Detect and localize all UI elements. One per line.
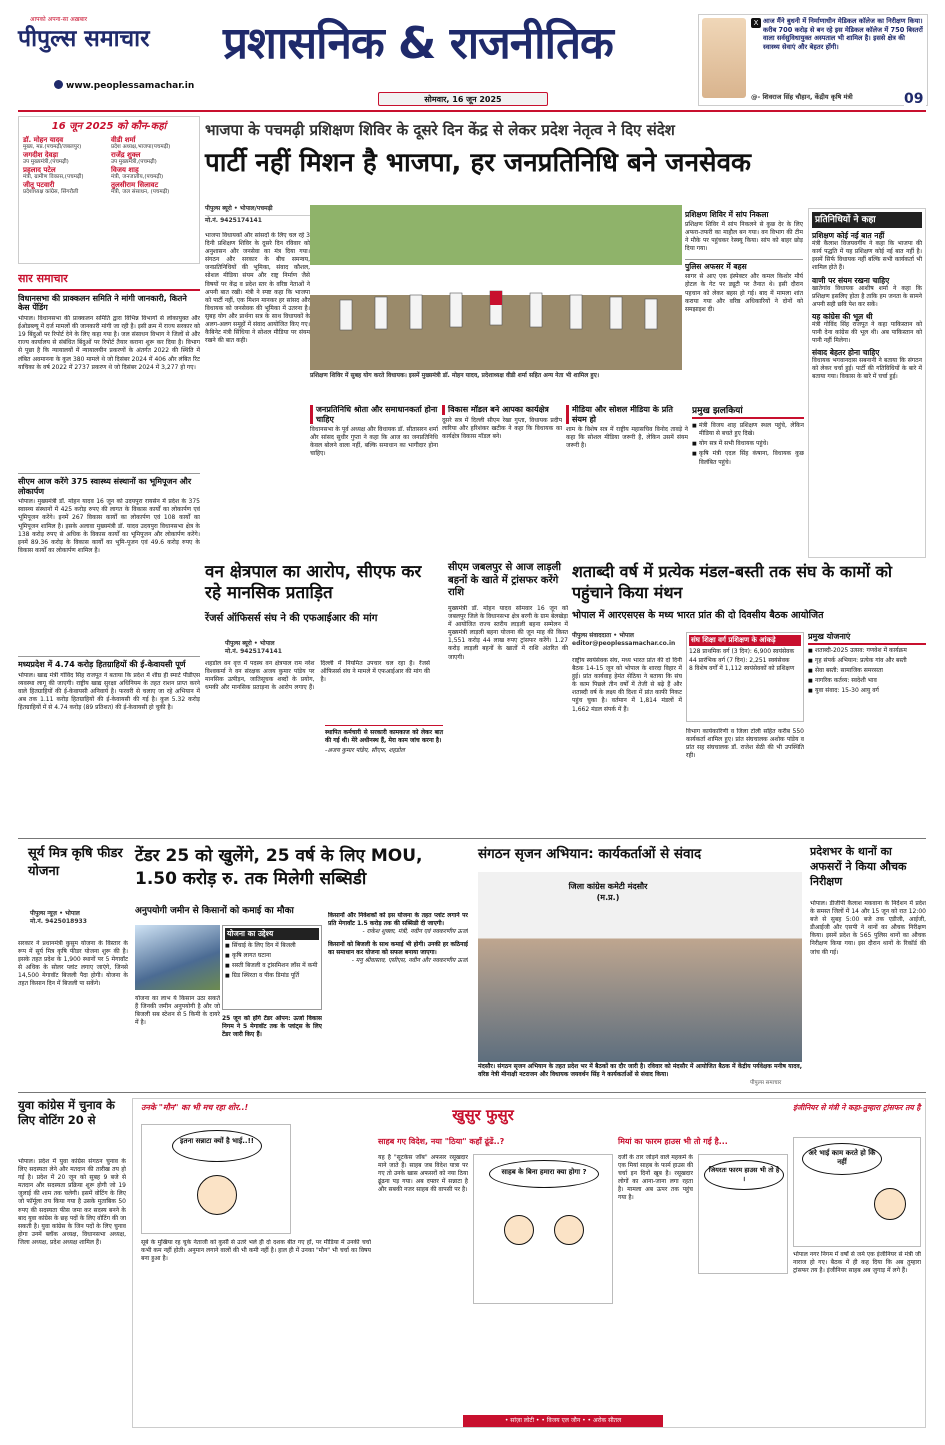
mid-story-1: जनप्रतिनिधि श्रोता और समाधानकर्ता होना चाहिए विधानसभा के पूर्व अध्यक्ष और विधायक डॉ. सीतासरन शर्मा और सांसद सुधीर गुप्ता ने कहा कि आज का जनप्रतिनिधि केवल बोलने वाला नहीं, बल्कि समाधान का भागीदार होना चाहिए। — [310, 405, 438, 458]
quote-box — [698, 14, 928, 106]
people-grid — [23, 137, 195, 196]
section-title: प्रशासनिक & राजनीतिक — [223, 18, 613, 69]
sangathan-photo — [478, 872, 802, 1062]
piece3-head: मियां का फारम हाउस भी तो गई है... — [618, 1137, 728, 1146]
piece1-head: उनके "मौन" का भी मच रहा शोर..! — [141, 1103, 249, 1112]
khusur-footer: • सांज़ा लोटी • • विजय एल जौन • • अरोक सीतल — [463, 1415, 663, 1427]
cartoon-face-4 — [874, 1188, 906, 1220]
tender-note: 25 जून को होंगे टेंडर ओपन: ऊर्जा विकास निगम ने 5 मेगावॉट तक के प्लांट्स के लिए टेंडर जारी किए हैं। — [222, 1015, 322, 1039]
tender-body: योजना का लाभ ये किसान उठा सकते हैं जिनकी जमीन अनुपयोगी है और जो बिजली सब स्टेशन से 5 किमी के दायरे में है। — [135, 995, 220, 1027]
section-divider — [18, 838, 926, 839]
saar-head-1[interactable]: विधानसभा की प्राक्कलन समिति ने मांगी जानकारी, कितने केस पेंडिंग — [18, 293, 187, 313]
rss-byline: पीपुल्स संवाददाता • भोपाल editor@peoplessamachar.co.in — [572, 632, 676, 648]
quote-author: @- शिवराज सिंह चौहान, केंद्रीय कृषि मंत्री — [751, 93, 853, 101]
website[interactable]: www.peoplessamachar.in — [54, 80, 194, 92]
khusur-title: खुसुर फुसुर — [452, 1106, 514, 1124]
cartoon-2 — [473, 1154, 613, 1304]
congress-banner: जिला कांग्रेस कमेटी मंदसौर (म.प्र.) — [568, 882, 648, 902]
speech-bubble: साहब के बिना हमारा क्या होगा ? — [489, 1160, 599, 1188]
saar-head-2[interactable]: सीएम आज करेंगे 375 स्वास्थ्य संस्थानों का भूमिपूजन और लोकार्पण — [18, 473, 200, 496]
rss-yojana: प्रमुख योजनाएं ■ शताब्दी-2025 उत्सव: गणवेश में कार्यक्रम ■ गृह संपर्क अभियान: प्रत्येक गांव और बस्ती ■ सेवा बस्ती: सामाजिक समरसता ■ नागरिक कर्तव्य: स्वदेशी भाव ■ युवा संवाद: 15-30 आयु वर्ग — [808, 632, 926, 832]
cartoon-4 — [793, 1137, 921, 1247]
yoga-caption: प्रशिक्षण शिविर में सुबह योग करते विधायक। इसमें मुख्यमंत्री डॉ. मोहन यादव, प्रदेशाध्यक्ष वीडी शर्मा सहित अन्य नेता भी शामिल हुए। — [310, 372, 600, 379]
header-rule — [18, 110, 926, 112]
cartoon-1 — [141, 1124, 291, 1234]
youth-headline[interactable]: युवा कांग्रेस में चुनाव के लिए वोटिंग 20 से — [18, 1098, 115, 1127]
cartoon-face-2 — [504, 1215, 534, 1245]
saar-samachar — [18, 270, 200, 830]
forest-body: शहडोल वन वृत्त में पदस्थ वन क्षेत्रपाल राम नरेश विश्वकर्मा ने वन संरक्षक अजय कुमार पांडेय पर मानसिक उत्पीड़न, जातिसूचक शब्दों के प्रयोग, धमकी और मानसिक प्रताड़ना के आरोप लगाए हैं। दिल्ली में नियमित उपचार चल रहा है। रेंजर्स ऑफिसर्स संघ ने मामले में एफआईआर की मांग की है। — [205, 660, 430, 692]
saar-body-3: भोपाल। खाद्य मंत्री गोविंद सिंह राजपूत ने बताया कि प्रदेश में शीघ्र ही स्मार्ट पीडीएस व्यवस्था लागू की जाएगी। राष्ट्रीय खाद्य सुरक्षा अधिनियम के तहत राशन प्राप्त करने वाले हितग्राहियों की ई-केवायसी अनिवार्य है। फरवरी से चलाए जा रहे अभियान में अब तक 1.11 करोड़ हितग्राहियों की ई-केवायसी की गई है। कुल 5.32 करोड़ हितग्राहियों में से 4.74 करोड़ (89 प्रतिशत) की ई-केवायसी हो चुकी है। — [18, 671, 200, 712]
khusur-fusur — [132, 1098, 926, 1428]
speech-bubble: इतना सन्नाटा क्यों है भाई..!! — [172, 1130, 262, 1162]
x-icon: X — [751, 18, 761, 28]
mid-story-2: विकास मॉडल बने आपका कार्यक्षेत्र दूसरे सत्र में दिल्ली सीएम रेखा गुप्ता, विधायक प्रदीप लारिया और हरिशंकर खटीक ने कहा कि विधायक का कार्यक्षेत्र विकास मॉडल बने। — [442, 405, 562, 440]
main-byline: पीपुल्स ब्यूरो • भोपाल/पचमढ़ी मो.नं. 9425174141 — [205, 205, 315, 225]
ladli-headline[interactable]: सीएम जबलपुर से आज लाड़ली बहनों के खाते में ट्रांसफर करेंगे राशि — [448, 562, 561, 598]
mid-story-3: मीडिया और सोशल मीडिया के प्रति संयम हो शाम के विशेष सत्र में राष्ट्रीय महासचिव विनोद तावड़े ने कहा कि सोशल मीडिया जरूरी है, लेकिन उसमें संयम जरूरी है। — [566, 405, 688, 450]
rss-sub: भोपाल में आरएसएस के मध्य भारत प्रांत की दो दिवसीय बैठक आयोजित — [572, 610, 824, 621]
main-body: भाजपा विधायकों और सांसदों के लिए चल रहे 3 दिनी प्रशिक्षण शिविर के दूसरे दिन रविवार को अनुशासन और जनसेवा का मंत्र दिया गया। संगठन और सरकार के बीच समन्वय, जनप्रतिनिधियों की भूमिका, संवाद कौशल, सोशल मीडिया संयम और राष्ट्र निर्माण जैसे विषयों पर केंद्र व प्रदेश स्तर के वरिष्ठ नेताओं ने अपनी बात रखी। मंत्री ने स्पष्ट कहा कि भाजपा को पार्टी नहीं, एक मिशन मानकर हर सांसद और विधायक को जनसेवक की भूमिका में उतरना है। सुबह योग और प्रार्थना सत्र के साथ विधायकों के अलग-अलग समूहों में संवाद आयोजित किए गए। कैबिनेट मंत्री सिंधिया ने सोशल मीडिया पर संयम रखने की बात कही। — [205, 232, 310, 345]
police-body: भोपाल। डीजीपी कैलाश मकवाना के निर्देशन में प्रदेश के समस्त जिलों में 14 और 15 जून को रात 12:00 बजे से सुबह 5:00 बजे तक एडीजी, आईजी, डीआईजी और एसपी ने थानों का औचक निरीक्षण किया। इसमें प्रदेश के 565 पुलिस थानों का औचक निरीक्षण किया गया। इस दौरान थानों के रिकॉर्ड की जांच की गई। — [810, 900, 926, 956]
section-divider-2 — [18, 1092, 926, 1093]
saar-head-3[interactable]: मध्यप्रदेश में 4.74 करोड़ हितग्राहियों की ई-केवायसी पूर्ण — [18, 656, 200, 670]
person: राजेंद्र शुक्ल उप मुख्यमंत्री,(पचमढ़ी) — [111, 150, 157, 166]
person: प्रहलाद पटेल मंत्री, ग्रामीण विकास,(पचमढ़ी) — [23, 165, 84, 181]
person: जगदीश देवड़ा उप मुख्यमंत्री,(पचमढ़ी) — [23, 150, 69, 166]
surya-headline[interactable]: सूर्य मित्र कृषि फीडर योजना — [28, 846, 123, 880]
saar-body-1: भोपाल। विधानसभा की प्राक्कलन समिति द्वारा विभिन्न विभागों से लोकायुक्त और ईओडब्ल्यू में दर्ज मामलों की जानकारी मांगी जा रही है। इसी क्रम में राज्य सरकार को 19 बिंदुओं पर रिपोर्ट देने के लिए कहा गया है। जल संसाधन विभाग ने जिलों से और राज्य कार्यालय से संबंधित बिंदुओं पर रिपोर्ट तैयार कराना शुरू कर दिया है। विभाग से पूछा है कि न्यायालयों में न्यायालयीन प्रकरणों के अंतर्गत 2022 की स्थिति में लंबित अवमानना के कुल 380 मामले थे जो दिसंबर 2024 में 406 और लंबित रिट याचिका के वर्ष 2022 में 2737 प्रकरण थे जो दिसंबर 2024 में 3,277 हो गए। — [18, 315, 200, 371]
person: तुलसीराम सिलावट मंत्री, जल संसाधन, (पचमढ़ी) — [111, 180, 170, 196]
person: डॉ. मोहन यादव मुख्य, मप्र.(पचमढ़ी/जबलपुर) — [23, 135, 82, 151]
police-headline[interactable]: प्रदेशभर के थानों का अफसरों ने किया औचक निरीक्षण — [810, 845, 907, 888]
youth-body: भोपाल। प्रदेश में युवा कांग्रेस संगठन चुनाव के लिए सदस्यता लेने और मतदान की तारीख तय हो गई है। प्रदेश में 20 जून को सुबह 9 बजे से मतदान और सदस्यता प्रक्रिया शुरू होगी जो 19 जुलाई की शाम तक चलेगी। इसमें वोटिंग के लिए जो फॉर्मूला तय किया गया है उसके मुताबिक 50 रुपए की सदस्यता फीस जमा कर सदस्य बनने के बाद युवा कांग्रेस के छह पदों के लिए वोटिंग की जा सकती है। युवा कांग्रेस के जिन पदों के लिए चुनाव होगा उनमें ब्लॉक अध्यक्ष, विधानसभा अध्यक्ष, जिला अध्यक्ष, प्रदेश अध्यक्ष शामिल हैं। — [18, 1158, 126, 1246]
rss-body2: विभाग कार्यकारिणी व जिला टोली सहित करीब 550 कार्यकर्ता शामिल हुए। प्रांत संघचालक अशोक पांडेय व प्रांत सह संघचालक डॉ. राजेश सेठी की भी उपस्थिति रही। — [686, 728, 804, 760]
rep-title: प्रतिनिधियों ने कहा — [812, 212, 922, 228]
highlights: प्रमुख झलकियां ■ मंत्री विजय शाह प्रशिक्षण स्थल पहुंचे, लेकिन मीडिया से बचते हुए दिखे। ■ योग सत्र में सभी विधायक पहुंचे। ■ कृषि मंत्री एदल सिंह कंषाना, विधायक कुछ विलंबित पहुंचे। — [692, 405, 804, 555]
rss-headline[interactable]: शताब्दी वर्ष में प्रत्येक मंडल-बस्ती तक संघ के कामों को पहुंचाने किया मंथन — [572, 562, 893, 602]
tagline: आपको अपना-सा अख़बार — [30, 16, 88, 23]
brand-logo[interactable]: पीपुल्स समाचार — [18, 26, 150, 52]
avatar — [702, 18, 746, 98]
saar-body-2: भोपाल। मुख्यमंत्री डॉ. मोहन यादव 16 जून को उदयपुरा रायसेन में प्रदेश के 375 स्वास्थ्य संस्थानों में 425 करोड़ रुपए की लागत के विकास कार्यों का लोकार्पण एवं भूमिपूजन करेंगे। इनमें 267 विकास कार्यों का लोकार्पण एवं 108 कार्यों का भूमिपूजन शामिल है। इसके अलावा मुख्यमंत्री डॉ. यादव उदयपुरा विधानसभा क्षेत्र के 138 करोड़ रुपए से अधिक के विकास कार्यों का भूमिपूजन और लोकार्पण करेंगे। इनमें 89.36 करोड़ के विकास कार्यों का भूमि-पूजन एवं 49.6 करोड़ रुपए के विकास कार्यों का लोकार्पण शामिल है। — [18, 498, 200, 554]
yoga-side: प्रशिक्षण शिविर में सांप निकला प्रशिक्षण शिविर में सांप निकलने से कुछ देर के लिए अफरा-तफरी का माहौल बन गया। वन विभाग की टीम ने मौके पर पहुंचकर रेस्क्यू किया। सांप को बाहर छोड़ दिया गया। पुलिस अफसर में बहस सागर से आए एक इंस्पेक्टर और कमल किशोर मौर्य होटल के गेट पर ड्यूटी पर तैनात थे। इसी दौरान पहचान को लेकर बहस हो गई। बाद में मामला शांत कराया गया और वरिष्ठ अधिकारियों ने दोनों को समझाइश दी। — [685, 210, 803, 313]
date-badge: सोमवार, 16 जून 2025 — [378, 92, 548, 106]
piece2-body: यह है "सूटकेस जॉब" अफसर रसूखदार माने जाते हैं। साहब जब विदेश यात्रा पर गए तो उनके खास अफसरों को नया ठिया ढूंढना पड़ गया। अब दफ्तर में सन्नाटा है और सबकी नजर साहब की वापसी पर है। — [378, 1154, 468, 1194]
person: जीतू पटवारी प्रदेशाध्यक्ष कांग्रेस, सिंगरौली — [23, 180, 79, 196]
person: विजय शाह मंत्री, जनजातीय,(पचमढ़ी) — [111, 165, 164, 181]
tender-goals: योजना का उद्देश्य ■ सिंचाई के लिए दिन में बिजली ■ कृषि लागत घटाना ■ सस्ती बिजली व ट्रांसमिशन लॉस में कमी ■ ग्रिड स्थिरता व पीक डिमांड पूर्ति — [222, 925, 322, 1010]
saar-title: सार समाचार — [18, 270, 200, 291]
representatives-column: प्रतिनिधियों ने कहा प्रशिक्षण कोई नई बात नहीं मंत्री कैलाश विजयवर्गीय ने कहा कि भाजपा की कार्य पद्धति में यह प्रशिक्षण कोई नई बात नहीं है। इसमें सिर्फ विधायक नहीं बल्कि सभी कार्यकर्ता भी शामिल होते हैं। वाणी पर संयम रखना चाहिए खातेगांव विधायक आशीष शर्मा ने कहा कि प्रशिक्षण इसलिए होता है ताकि हम जनता के सामने अपनी सही छवि पेश कर सकें। यह कांग्रेस की भूल थी मंत्री गोविंद सिंह राजपूत ने कहा पाकिस्तान को पानी देना कांग्रेस की भूल थी। अब पाकिस्तान को पानी नहीं मिलेगा। संवाद बेहतर होना चाहिए विधायक भगवानदास सबनानी ने बताया कि संगठन को लेकर चर्चा हुई। पार्टी की गतिविधियों के बारे में बताया गया। विकास के बारे में चर्चा हुई। — [808, 208, 926, 558]
masthead — [18, 14, 688, 104]
person: वीडी शर्मा प्रदेश अध्यक्ष,भाजपा(पचमढ़ी) — [111, 135, 171, 151]
rss-body: राष्ट्रीय स्वयंसेवक संघ, मध्य भारत प्रांत की दो दिनी बैठक 14-15 जून को भोपाल के शारदा विहार में हुई। प्रांत कार्यवाह हेमंत सेठिया ने बताया कि संघ के काम पिछले तीन वर्षों में तेजी से बढ़े हैं और शताब्दी वर्ष के लक्ष्य की दिशा में प्रांत काफी निकट पहुंच चुका है। वर्तमान में 1,814 मंडलों में 1,662 मंडल संपर्क में हैं। — [572, 657, 682, 713]
main-headline[interactable]: पार्टी नहीं मिशन है भाजपा, हर जनप्रतिनिधि बने जनसेवक — [205, 148, 752, 178]
tender-headline[interactable]: टेंडर 25 को खुलेंगे, 25 वर्ष के लिए MOU, 1.50 करोड़ रु. तक मिलेगी सब्सिडी — [135, 846, 423, 889]
sangathan-caption: मंदसौर। संगठन सृजन अभियान के तहत प्रदेश भर में बैठकों का दौर जारी है। रविवार को मंदसौर में आयोजित बैठक में केंद्रीय पर्यवेक्षक मनीष यादव, वरिष्ठ नेत्री मीनाक्षी नटराजन और विधायक जयवर्धन सिंह ने कार्यकर्ताओं से संवाद किया। — [478, 1063, 802, 1079]
forest-sub: रेंजर्स ऑफिसर्स संघ ने की एफआईआर की मांग — [205, 613, 378, 624]
main-kicker: भाजपा के पचमढ़ी प्रशिक्षण शिविर के दूसरे दिन केंद्र से लेकर प्रदेश नेतृत्व ने दिए संदेश — [205, 121, 675, 139]
piece4-body: भोपाल नगर निगम में वर्षों से जमे एक इंजीनियर से मंत्री जी नाराज हो गए। बैठक में ही कह दिया कि अब तुम्हारा ट्रांसफर तय है। इंजीनियर साहब अब जुगाड़ में लगे हैं। — [793, 1251, 921, 1275]
piece4-head: इंजीनियर से मंत्री ने कहा-तुम्हारा ट्रांसफर तय है — [793, 1103, 921, 1112]
yoga-photo — [310, 205, 682, 370]
page-number: 09 — [904, 90, 926, 108]
yoga-people-illustration — [310, 205, 682, 370]
tender-quotes: किसानों और निवेशकों को इस योजना के तहत प्लांट लगाने पर प्रति मेगावॉट 1.5 करोड़ तक की सब्सिडी दी जाएगी। - राकेश शुक्ला, मंत्री, नवीन एवं नवकरणीय ऊर्जा किसानों को बिजली के साथ कमाई भी होगी। उनकी हर कठिनाई का समाधान कर योजना को सफल बनाया जाएगा। - मनु श्रीवास्तव, एसीएस, नवीन और नवकरणीय ऊर्जा — [328, 912, 468, 965]
tender-sub: अनुपयोगी जमीन से किसानों को कमाई का मौका — [135, 906, 294, 916]
solar-photo — [135, 925, 220, 990]
sangathan-headline[interactable]: संगठन सृजन अभियान: कार्यकर्ताओं से संवाद — [478, 846, 702, 862]
who-where-title: 16 जून 2025 को कौन-कहां — [51, 121, 167, 132]
forest-byline: पीपुल्स ब्यूरो • भोपाल मो.नं. 9425174141 — [225, 640, 282, 656]
piece3-body: दर्जी के तार जोड़ने वाले महकमे के एक मियां साहब के फार्म हाउस की चर्चा इन दिनों खूब है। रसूखदार लोगों का आना-जाना लगा रहता है। मामला अब ऊपर तक पहुंच गया है। — [618, 1154, 693, 1202]
forest-headline[interactable]: वन क्षेत्रपाल का आरोप, सीएफ कर रहे मानसिक प्रताड़ित — [205, 562, 422, 604]
quote-text: आज मैंने बुधनी में निर्माणाधीन मेडिकल कॉलेज का निरीक्षण किया। करीब 700 करोड़ से बन रहे इस मेडिकल कॉलेज में 750 बिस्तरों वाला सर्वसुविधायुक्त अस्पताल भी शामिल है। इससे क्षेत्र की स्वास्थ्य सेवाएं और बेहतर होंगी। — [763, 17, 923, 51]
cartoon-3 — [698, 1154, 788, 1274]
surya-byline: पीपुल्स न्यूज़ • भोपाल मो.नं. 9425018933 — [30, 910, 87, 926]
piece2-head: साहब गए विदेश, नया "ठिया" कहाँ ढूंढें..? — [378, 1137, 505, 1146]
highlights-title: प्रमुख झलकियां — [692, 405, 804, 419]
speech-bubble: अरे भाई काम करते हो कि नहीं — [802, 1143, 882, 1175]
forest-quote: स्थापित कर्मचारी से सरकारी कामकाज को लेकर बात की गई थी। मेरे अधीनस्थ हैं, मेरा काम जांच करना है। -अजय कुमार पांडेय, सीएफ, शहडोल — [325, 725, 443, 830]
cartoon-face-1 — [197, 1175, 237, 1215]
web-icon — [54, 80, 63, 89]
surya-body: सरकार ने प्रधानमंत्री कुसुम योजना के विस्तार के रूप में सूर्य मित्र कृषि फीडर योजना शुरू की है। इसके तहत प्रदेश के 1,900 स्थानों पर 5 मेगावॉट से अधिक के सोलर प्लांट लगाए जाएंगे, जिनसे 14,500 मेगावॉट बिजली पैदा होगी। योजना के तहत किसान दिन में बिजली पा सकेंगे। — [18, 940, 128, 988]
piece1-body: सूबे के मुखिया रह चुके नेताजी को कुर्सी से उतरे भले ही दो दशक बीत गए हों, पर मीडिया में उनकी चर्चा कभी कम नहीं होती। अनुमान लगाने वालों की भी कमी नहीं है। हाल ही में उनका "मौन" भी चर्चा का विषय बना हुआ है। — [141, 1239, 371, 1263]
ladli-body: मुख्यमंत्री डॉ. मोहन यादव सोमवार 16 जून को जबलपुर जिले के विधानसभा क्षेत्र बरगी के ग्राम बेलखेड़ा में आयोजित राज्य स्तरीय लाड़ली बहना सम्मेलन में मुख्यमंत्री लाड़ली बहना योजना की जून माह की किस्त 1,551 करोड़ 44 लाख रुपए ट्रांसफर करेंगे। 1.27 करोड़ लाड़ली बहनों के खातों में राशि अंतरित की जाएगी। — [448, 605, 568, 661]
cartoon-face-3 — [554, 1215, 584, 1245]
speech-bubble: जियरतः फारम हाउस भी तो है । — [704, 1160, 784, 1190]
sangathan-credit: पीपुल्स समाचार — [750, 1080, 782, 1086]
who-where-box — [18, 116, 200, 264]
rss-stats: संघ शिक्षा वर्ग प्रशिक्षण के आंकड़े 128 प्राथमिक वर्ग (3 दिन): 6,900 स्वयंसेवक 44 प्रारंभिक वर्ग (7 दिन): 2,251 स्वयंसेवक 8 विशेष वर्गों में 1,112 स्वयंसेवकों को प्रशिक्षण — [686, 632, 804, 722]
